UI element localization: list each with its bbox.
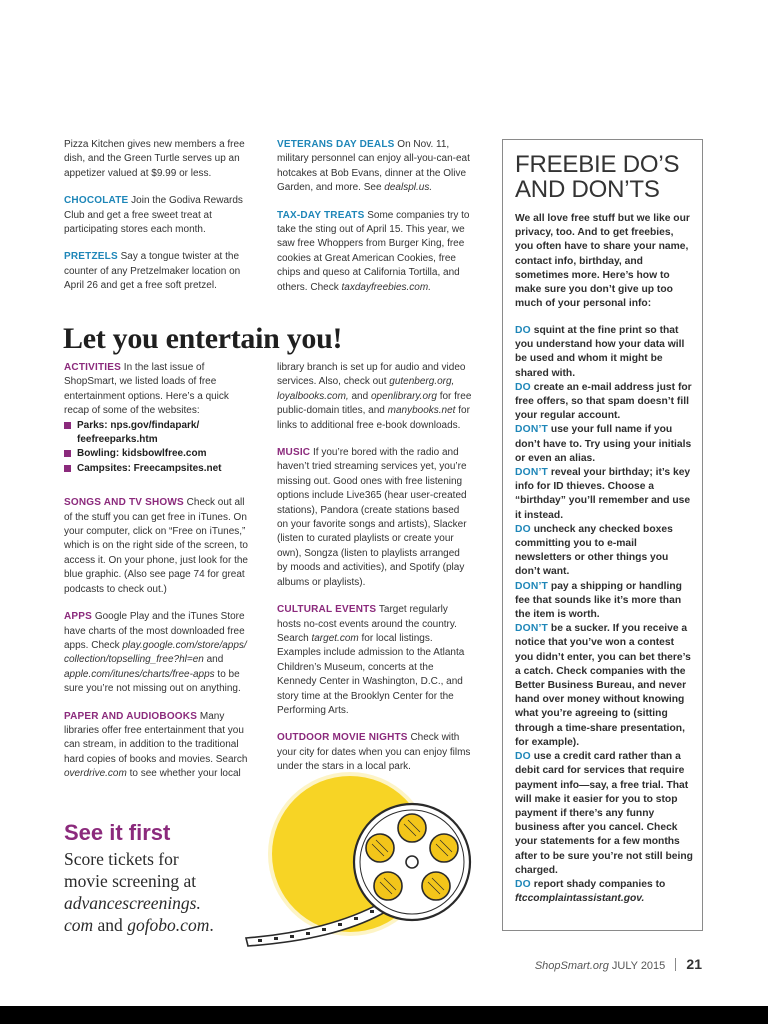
film-reel-icon bbox=[238, 772, 486, 948]
taxday-keyword: TAX-DAY TREATS bbox=[277, 209, 365, 221]
bullet-square-icon bbox=[64, 450, 71, 457]
sidebar-box bbox=[502, 139, 703, 931]
col2-main bbox=[277, 361, 473, 788]
col1-main bbox=[64, 361, 254, 795]
reel-hub bbox=[406, 856, 418, 868]
list-item: Parks: nps.gov/findapark/ feefreeparks.htm bbox=[64, 419, 254, 448]
target-link: target.com bbox=[311, 632, 359, 644]
tip-item: DO create an e-mail address just for free offers, so that spam doesn’t fill your regular account. bbox=[515, 381, 692, 422]
cultural-keyword: CULTURAL EVENTS bbox=[277, 604, 377, 616]
apps-paragraph: APPS Google Play and the iTunes Store have charts of the most downloaded free apps. Check play.google.com/store/apps/ collection/topselling_free?hl=en and apple.com/itunes/charts/free-apps to be sure you’re not missing out on anything. bbox=[64, 611, 247, 695]
paper-paragraph: PAPER AND AUDIOBOOKS Many libraries offer free entertainment that you can stream, in addition to the traditional hard copies of books and movies. Search overdrive.com to see whether your local bbox=[64, 710, 248, 780]
manybooks-link: manybooks.net bbox=[387, 405, 456, 417]
chocolate-paragraph: CHOCOLATE Join the Godiva Rewards Club and get a free sweet treat at participating stores each month. bbox=[64, 195, 243, 236]
pretzels-paragraph: PRETZELS Say a tongue twister at the counter of any Pretzelmaker location on April 26 and get a free soft pretzel. bbox=[64, 251, 241, 292]
gutenberg-link: gutenberg.org, loyalbooks.com, bbox=[277, 376, 455, 402]
page-number: 21 bbox=[686, 956, 702, 972]
bullet-square-icon bbox=[64, 465, 71, 472]
ftc-link: ftccomplaintassistant.gov. bbox=[515, 893, 645, 905]
sidebar-intro: We all love free stuff but we like our privacy, too. And to get freebies, you often have to share your name, contact info, birthday, and sometimes more. Here’s how to make sure you don’t give up too much of your personal info: bbox=[515, 213, 690, 310]
tip-item: DO report shady companies to ftccomplaintassistant.gov. bbox=[515, 878, 666, 905]
outdoor-paragraph: OUTDOOR MOVIE NIGHTS Check with your city for dates when you can enjoy films under the stars in a local park. bbox=[277, 732, 471, 773]
music-paragraph: MUSIC If you’re bored with the radio and haven’t tried streaming services yet, you’re missing out. Good ones with free listening options include Live365 (hear user-created stations), Pandora (create stations based on your favorite songs and artists), Slacker (listen to curated playlists or create your own), Songza (listen to playlists arranged by moods and activities), and Spotify (play albums or playlists). bbox=[277, 447, 467, 588]
tip-item: DON’T use your full name if you don’t have to. Try using your initials or even an alias. bbox=[515, 424, 692, 464]
overdrive-link: overdrive.com bbox=[64, 768, 127, 780]
tip-item: DON’T reveal your birthday; it’s key info for ID thieves. Choose a “birthday” you’ll remember and use it instead. bbox=[515, 467, 691, 521]
taxday-paragraph: TAX-DAY TREATS Some companies try to take the sting out of April 15. This year, we saw free Whoppers from Burger King, free cookies at Great American Cookies, free chips and queso at California Tortilla, and others. Check taxdayfreebies.com. bbox=[277, 209, 470, 293]
tip-item: DO squint at the fine print so that you understand how your data will be used and whom it might be shared with. bbox=[515, 325, 685, 379]
see-it-first-title: See it first bbox=[64, 820, 171, 845]
activities-keyword: ACTIVITIES bbox=[64, 362, 122, 373]
activities-paragraph: ACTIVITIES In the last issue of ShopSmart, we listed loads of free entertainment options. Here’s a quick recap of some of the websites: bbox=[64, 362, 229, 417]
openlibrary-link: openlibrary.org bbox=[370, 390, 437, 402]
tip-item: DO uncheck any checked boxes committing you to e-mail newsletters or other things you don’t want. bbox=[515, 523, 673, 578]
col1-intro: Pizza Kitchen gives new members a free dish, and the Green Turtle serves up an appetizer valued at $9.99 or less. bbox=[64, 139, 245, 179]
bullet-square-icon bbox=[64, 422, 71, 429]
dealspl-link: dealspl.us. bbox=[384, 182, 433, 194]
tip-item: DO use a credit card rather than a debit card for services that require payment info—say, a free trial. That will make it easier for you to stop payment if there’s any funny business after you cancel. Check your statements for a few months after to be sure you’re not still being charged. bbox=[515, 751, 693, 876]
google-play-link: play.google.com/store/apps/ collection/topselling_free?hl=en bbox=[64, 639, 247, 666]
paper-keyword: PAPER AND AUDIOBOOKS bbox=[64, 710, 198, 722]
tip-item: DON’T be a sucker. If you receive a notice that you’ve won a contest you didn’t enter, you can bet there’s a catch. Check companies with the Better Business Bureau, and never hand over money without knowing what you’re agreeing to (sitting through a time-share presentation, for example). bbox=[515, 623, 691, 748]
taxdayfreebies-link: taxdayfreebies.com. bbox=[341, 281, 431, 293]
veterans-keyword: VETERANS DAY DEALS bbox=[277, 139, 395, 150]
website-list bbox=[64, 419, 254, 477]
col2-top bbox=[277, 138, 473, 308]
see-line-1: Score tickets for bbox=[64, 849, 179, 869]
advancescreenings-link: advancescreenings. bbox=[64, 893, 201, 913]
bottom-black-bar bbox=[0, 1006, 768, 1024]
gofobo-link: gofobo.com bbox=[127, 915, 210, 935]
sidebar-title: FREEBIE DO’S AND DON’TS bbox=[515, 151, 680, 203]
library-paragraph: library branch is set up for audio and video services. Also, check out gutenberg.org, loyalbooks.com, and openlibrary.org for free public-domain titles, and manybooks.net for links to additional free e-book downloads. bbox=[277, 362, 472, 431]
apps-keyword: APPS bbox=[64, 611, 93, 623]
section-headline: Let you entertain you! bbox=[63, 322, 343, 355]
footer-site: ShopSmart.org bbox=[534, 960, 609, 972]
itunes-charts-link: apple.com/itunes/charts/free-apps bbox=[64, 668, 215, 680]
page-footer bbox=[535, 956, 702, 972]
footer-date: JULY 2015 bbox=[611, 960, 666, 972]
see-line-4: com and gofobo.com. bbox=[64, 915, 214, 935]
tip-item: DON’T pay a shipping or handling fee that sounds like it’s more than the item is worth. bbox=[515, 580, 682, 621]
music-keyword: MUSIC bbox=[277, 447, 311, 459]
chocolate-keyword: CHOCOLATE bbox=[64, 195, 129, 207]
list-item: Campsites: Freecampsites.net bbox=[64, 462, 254, 476]
see-line-2: movie screening at bbox=[64, 871, 197, 891]
footer-divider bbox=[675, 958, 676, 971]
cultural-paragraph: CULTURAL EVENTS Target regularly hosts no-cost events around the country. Search target.com for local listings. Examples include admission to the Atlanta Children’s Museum, concerts at the Kennedy Center in Washington, D.C., and story time at the Brooklyn Center for the Performing Arts. bbox=[277, 604, 465, 716]
veterans-paragraph: VETERANS DAY DEALS On Nov. 11, military personnel can enjoy all-you-can-eat hotcakes at Bob Evans, dinner at the Olive Garden, and more. See dealspl.us. bbox=[277, 139, 470, 194]
sidebar-tips bbox=[515, 324, 693, 906]
outdoor-keyword: OUTDOOR MOVIE NIGHTS bbox=[277, 732, 408, 744]
see-it-first-text bbox=[64, 848, 264, 936]
pretzels-keyword: PRETZELS bbox=[64, 251, 118, 263]
list-item: Bowling: kidsbowlfree.com bbox=[64, 447, 254, 461]
col1-top bbox=[64, 138, 254, 307]
songs-keyword: SONGS AND TV SHOWS bbox=[64, 497, 184, 509]
songs-paragraph: SONGS AND TV SHOWS Check out all of the stuff you can get free in iTunes. On your computer, click on “Free on iTunes,” which is on the right side of the screen, to access it. On your phone, just look for the blue graphic. (Also see page 74 for great podcasts to check out.) bbox=[64, 497, 248, 595]
